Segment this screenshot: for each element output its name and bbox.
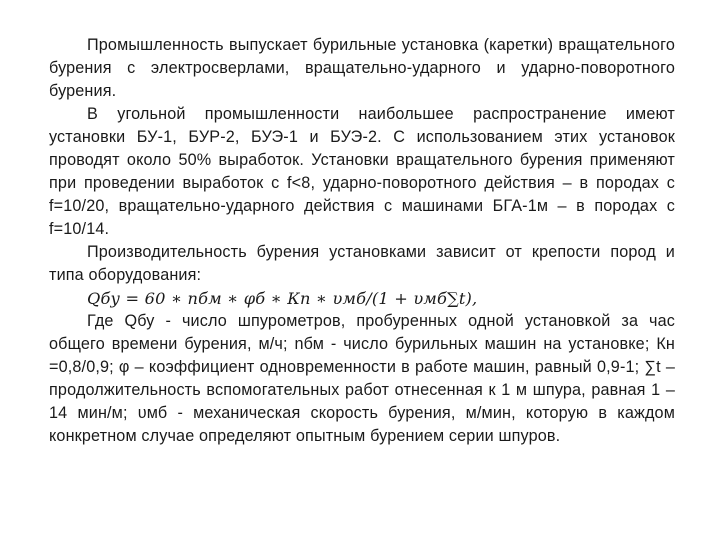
paragraph-intro: Промышленность выпускает бурильные установка (каретки) вращательного бурения с электросверлами, вращательно-ударного и ударно-поворотного бурения. (49, 36, 675, 100)
paragraph-coal-industry: В угольной промышленности наибольшее распространение имеют установки БУ-1, БУР-2, БУЭ-1 и БУЭ-2. С использованием этих установок проводят около 50% выработок. Установки вращательного бурения применяют при проведении выработок с f<8, ударно-поворотного действия – в породах с f=10/20, вращательно-ударного действия с машинами БГА-1м – в породах с f=10/14. (49, 105, 675, 238)
paragraph-explanation: Где Qбу - число шпурометров, пробуренных одной установкой за час общего времени бурения, м/ч; nбм - число бурильных машин на установке; Кн =0,8/0,9; φ – коэффициент одновременности в работе машин, равный 0,9-1; ∑t – продолжительность вспомогательных работ отнесенная к 1 м шпура, равная 1 – 14 мин/м; υмб - механическая скорость бурения, м/мин, которую в каждом конкретном случае определяют опытным бурением серии шпуров. (49, 312, 675, 445)
paragraph-productivity: Производительность бурения установками зависит от крепости пород и типа оборудования: (49, 243, 675, 284)
productivity-formula: Qбу = 60 ∗ nбм ∗ φб ∗ Кп ∗ υмб/(1 + υмб∑t), (87, 289, 478, 308)
